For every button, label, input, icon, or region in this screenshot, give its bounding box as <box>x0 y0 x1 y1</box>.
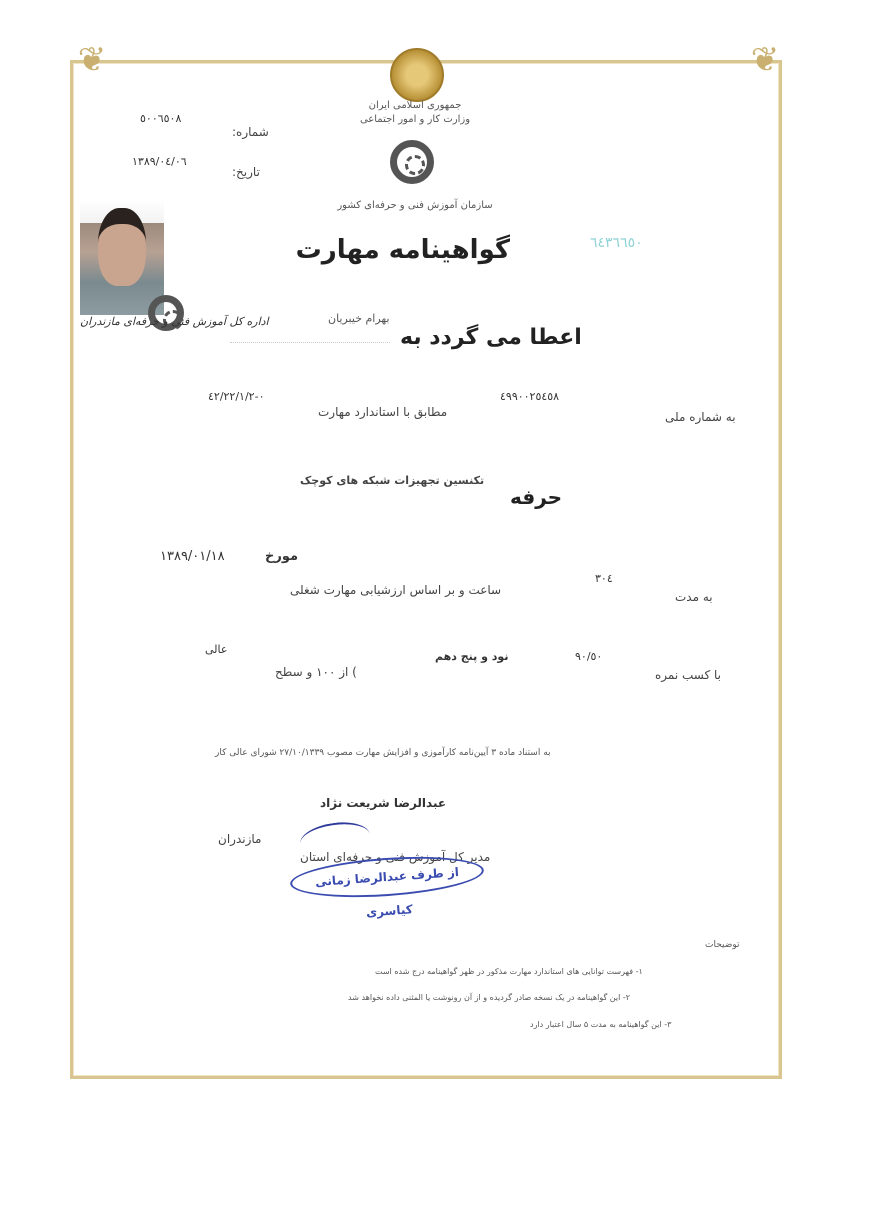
score-words: نود و پنج دهم <box>435 650 509 663</box>
note-item: ۳- این گواهینامه به مدت ۵ سال اعتبار دارد <box>530 1020 672 1029</box>
corner-ornament-icon: ❦ <box>750 40 780 80</box>
province-name: مازندران <box>218 832 262 846</box>
signer-name: عبدالرضا شریعت نژاد <box>320 796 447 810</box>
organization-logo-icon <box>390 140 434 184</box>
legal-text: به استناد ماده ۳ آیین‌نامه کارآموزی و افزایش مهارت مصوب ۲۷/۱۰/۱۳۳۹ شورای عالی کار <box>215 748 551 758</box>
trade-value: تکنسین تجهیزات شبکه های کوچک <box>300 474 485 487</box>
notes-title: توضیحات <box>705 940 740 950</box>
recipient-name: بهرام خیبریان <box>328 312 390 325</box>
signer-position: مدیر کل آموزش فنی و حرفه‌ای استان <box>300 850 491 864</box>
dated-label: مورخ <box>265 549 299 564</box>
duration-value: ٣٠٤ <box>595 572 613 585</box>
duration-label: به مدت <box>675 590 713 604</box>
score-value: ٩٠/٥٠ <box>575 650 603 663</box>
note-item: ۲- این گواهینامه در یک نسخه صادر گردیده و از آن رونوشت یا المثنی داده نخواهد شد <box>348 993 631 1002</box>
dated-value: ١٣٨٩/٠١/١٨ <box>160 549 225 564</box>
recipient-photo <box>80 200 164 315</box>
standard-label: مطابق با استاندارد مهارت <box>318 405 448 419</box>
photo-stamp-text: اداره کل آموزش فنی و حرفه‌ای مازندران <box>80 315 269 328</box>
level-value: عالی <box>205 643 228 656</box>
trade-label: حرفه <box>510 485 563 509</box>
corner-ornament-icon: ❦ <box>77 40 107 80</box>
number-label: شماره: <box>232 125 269 139</box>
national-id-label: به شماره ملی <box>665 410 736 424</box>
country-name: جمهوری اسلامی ایران <box>368 100 462 111</box>
official-stamp: از طرف عبدالرضا زمانی کیاسری <box>289 851 485 902</box>
number-value: ٥٠٠٦٥٠٨ <box>140 112 182 125</box>
date-value: ١٣٨٩/٠٤/٠٦ <box>132 155 187 168</box>
national-emblem-icon <box>390 48 444 102</box>
score-label: با کسب نمره <box>655 668 722 682</box>
note-item: ۱- فهرست توانایی های استاندارد مهارت مذکور در ظهر گواهینامه درج شده است <box>375 967 643 976</box>
certificate-title: گواهینامه مهارت <box>295 235 510 265</box>
score-of-text: ) از ١٠٠ و سطح <box>275 665 357 679</box>
national-id-value: ٤٩٩٠٠٢٥٤٥٨ <box>500 390 560 403</box>
ministry-name: وزارت کار و امور اجتماعی <box>359 114 471 125</box>
certificate-border <box>70 60 782 1079</box>
dotted-line <box>230 342 390 343</box>
standard-value: ٠-٤٢/٢٢/١/٢ <box>208 390 265 403</box>
duration-text: ساعت و بر اساس ارزشیابی مهارت شغلی <box>290 583 502 597</box>
serial-number: ٦٤٣٦٦٥٠ <box>590 235 643 251</box>
organization-name: سازمان آموزش فنی و حرفه‌ای کشور <box>337 200 493 211</box>
date-label: تاریخ: <box>232 165 260 179</box>
granted-label: اعطا می گردد به <box>400 325 582 350</box>
